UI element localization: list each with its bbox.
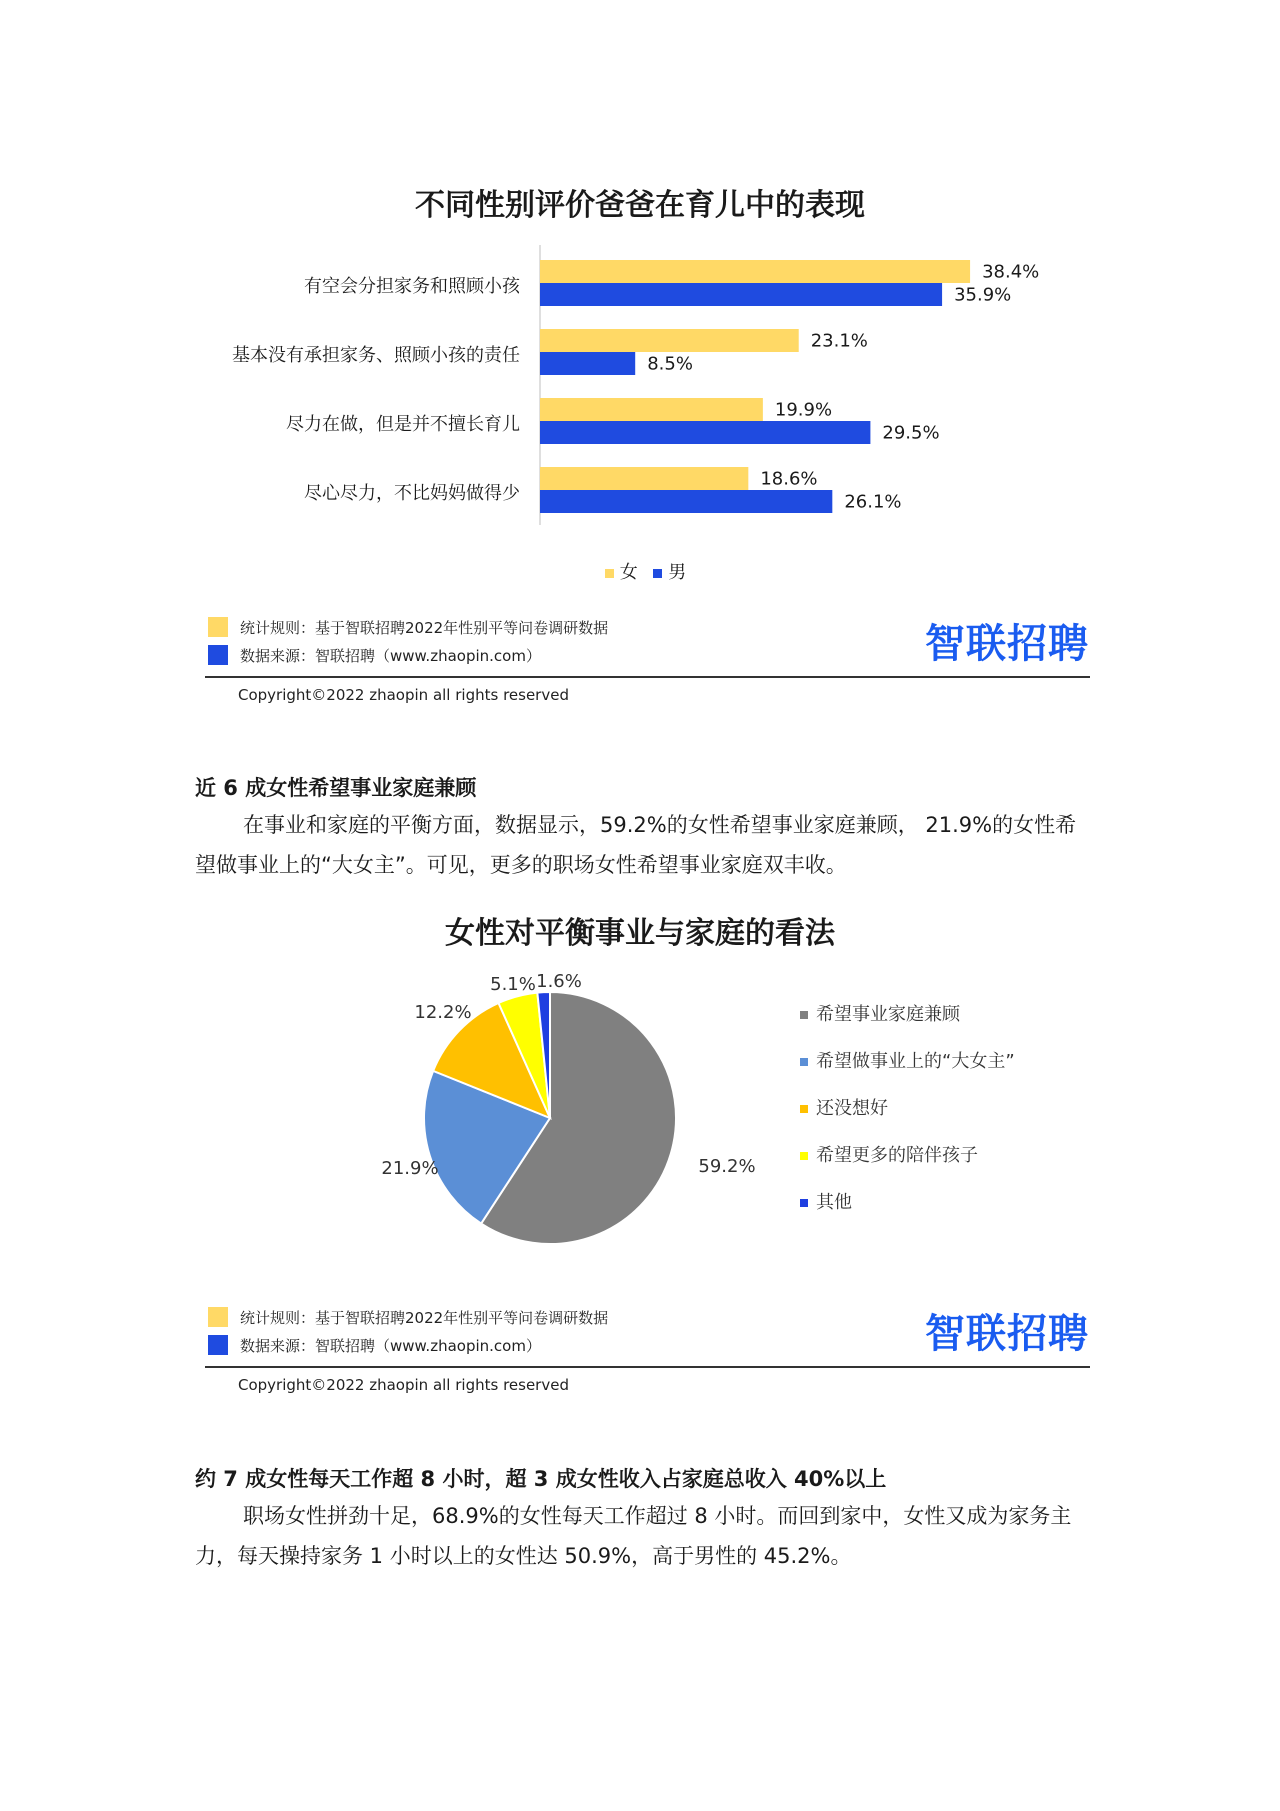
bar-value-label: 35.9% [954, 284, 1012, 306]
pie-legend-item: 希望事业家庭兼顾 [800, 1000, 1015, 1047]
section-body: 职场女性拼劲十足，68.9%的女性每天工作超过 8 小时。而回到家中，女性又成为家务主力，每天操持家务 1 小时以上的女性达 50.9%，高于男性的 45.2%。 [195, 1504, 1072, 1568]
bar-value-label: 29.5% [882, 422, 940, 444]
bar-male [540, 283, 942, 306]
bar-value-label: 18.6% [760, 468, 818, 490]
legend-female-label: 女 [619, 562, 638, 583]
rule-swatch [208, 617, 228, 637]
bar-category-label: 尽力在做，但是并不擅长育儿 [286, 414, 520, 435]
copyright: Copyright©2022 zhaopin all rights reserved [238, 686, 569, 704]
legend-male-swatch [653, 569, 662, 578]
footer-divider [205, 1366, 1090, 1368]
section-heading: 约 7 成女性每天工作超 8 小时，超 3 成女性收入占家庭总收入 40%以上 [195, 1467, 887, 1491]
bar-value-label: 23.1% [810, 330, 868, 352]
bar-male [540, 352, 635, 375]
bar-value-label: 38.4% [982, 261, 1040, 283]
footer-divider [205, 676, 1090, 678]
section-heading: 近 6 成女性希望事业家庭兼顾 [195, 776, 477, 800]
brand-logo: 智联招聘 [925, 621, 1089, 667]
bar-female [540, 260, 970, 283]
pie-value-label: 5.1% [490, 974, 536, 995]
pie-legend-item: 希望做事业上的“大女主” [800, 1047, 1015, 1094]
pie-chart [380, 950, 780, 1280]
bar-female [540, 329, 799, 352]
brand-logo: 智联招聘 [925, 1311, 1089, 1357]
rule-text: 统计规则：基于智联招聘2022年性别平等问卷调研数据 [240, 619, 609, 637]
bar-legend [605, 558, 686, 584]
section-body: 在事业和家庭的平衡方面，数据显示，59.2%的女性希望事业家庭兼顾， 21.9%的女性希望做事业上的“大女主”。可见，更多的职场女性希望事业家庭双丰收。 [195, 813, 1077, 877]
bar-value-label: 19.9% [774, 399, 833, 421]
legend-male-label: 男 [668, 562, 687, 583]
pie-value-label: 1.6% [536, 971, 582, 992]
bar-female [540, 467, 748, 490]
pie-legend [800, 1000, 1015, 1235]
pie-value-label: 59.2% [698, 1156, 756, 1177]
source-swatch [208, 1335, 228, 1355]
rule-swatch [208, 1307, 228, 1327]
source-text: 数据来源：智联招聘（www.zhaopin.com） [240, 647, 541, 665]
bar-male [540, 490, 832, 513]
copyright: Copyright©2022 zhaopin all rights reserved [238, 1376, 569, 1394]
bar-value-label: 26.1% [844, 491, 902, 513]
bar-category-label: 尽心尽力，不比妈妈做得少 [304, 483, 520, 504]
bar-male [540, 421, 870, 444]
bar-category-label: 基本没有承担家务、照顾小孩的责任 [232, 345, 520, 366]
pie-chart-title: 女性对平衡事业与家庭的看法 [445, 916, 835, 951]
bar-value-label: 8.5% [647, 353, 693, 375]
pie-legend-item: 还没想好 [800, 1094, 1015, 1141]
bar-chart [0, 240, 1280, 540]
bar-category-label: 有空会分担家务和照顾小孩 [304, 276, 520, 297]
bar-female [540, 398, 763, 421]
pie-value-label: 21.9% [381, 1158, 439, 1179]
pie-legend-item: 其他 [800, 1188, 1015, 1235]
pie-value-label: 12.2% [414, 1002, 472, 1023]
source-text: 数据来源：智联招聘（www.zhaopin.com） [240, 1337, 541, 1355]
legend-female-swatch [605, 569, 614, 578]
rule-text: 统计规则：基于智联招聘2022年性别平等问卷调研数据 [240, 1309, 609, 1327]
source-swatch [208, 645, 228, 665]
bar-chart-title: 不同性别评价爸爸在育儿中的表现 [415, 188, 865, 223]
pie-legend-item: 希望更多的陪伴孩子 [800, 1141, 1015, 1188]
